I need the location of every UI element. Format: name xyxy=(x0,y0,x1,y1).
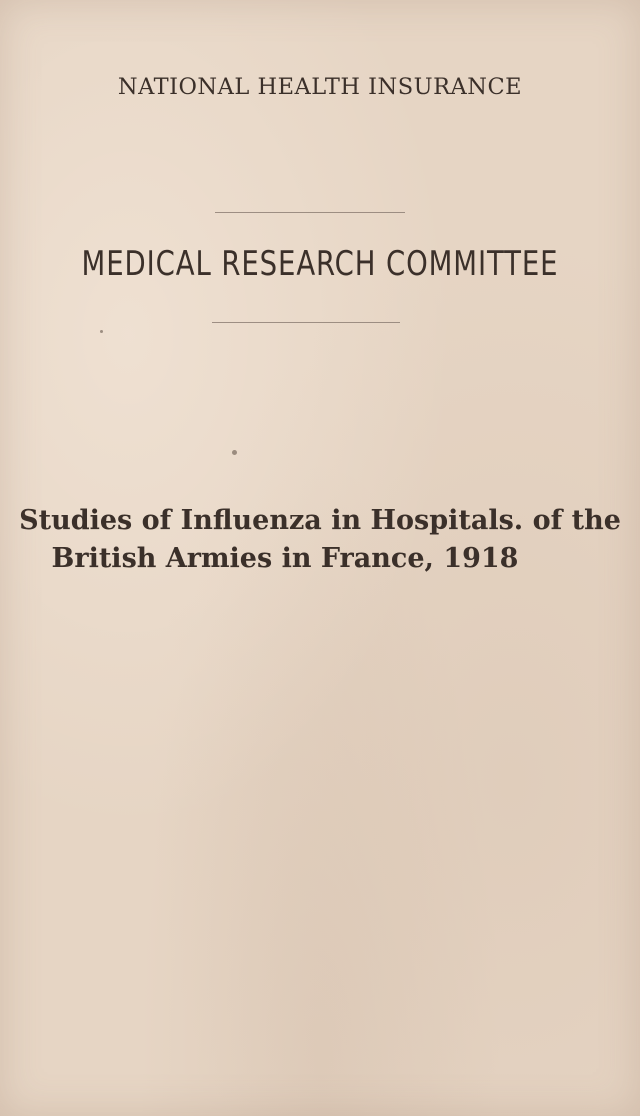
divider-rule-top xyxy=(215,212,405,213)
document-title-line-2: British Armies in France, 1918 xyxy=(51,543,519,574)
divider-rule-bottom xyxy=(212,322,400,323)
document-title-line-1: Studies of Influenza in Hospitals. of the xyxy=(19,505,621,536)
ink-speck xyxy=(232,450,237,455)
ink-speck xyxy=(100,330,103,333)
document-title xyxy=(0,502,640,578)
committee-name: MEDICAL RESEARCH COMMITTEE xyxy=(81,244,559,284)
header-title: NATIONAL HEALTH INSURANCE xyxy=(117,74,523,100)
